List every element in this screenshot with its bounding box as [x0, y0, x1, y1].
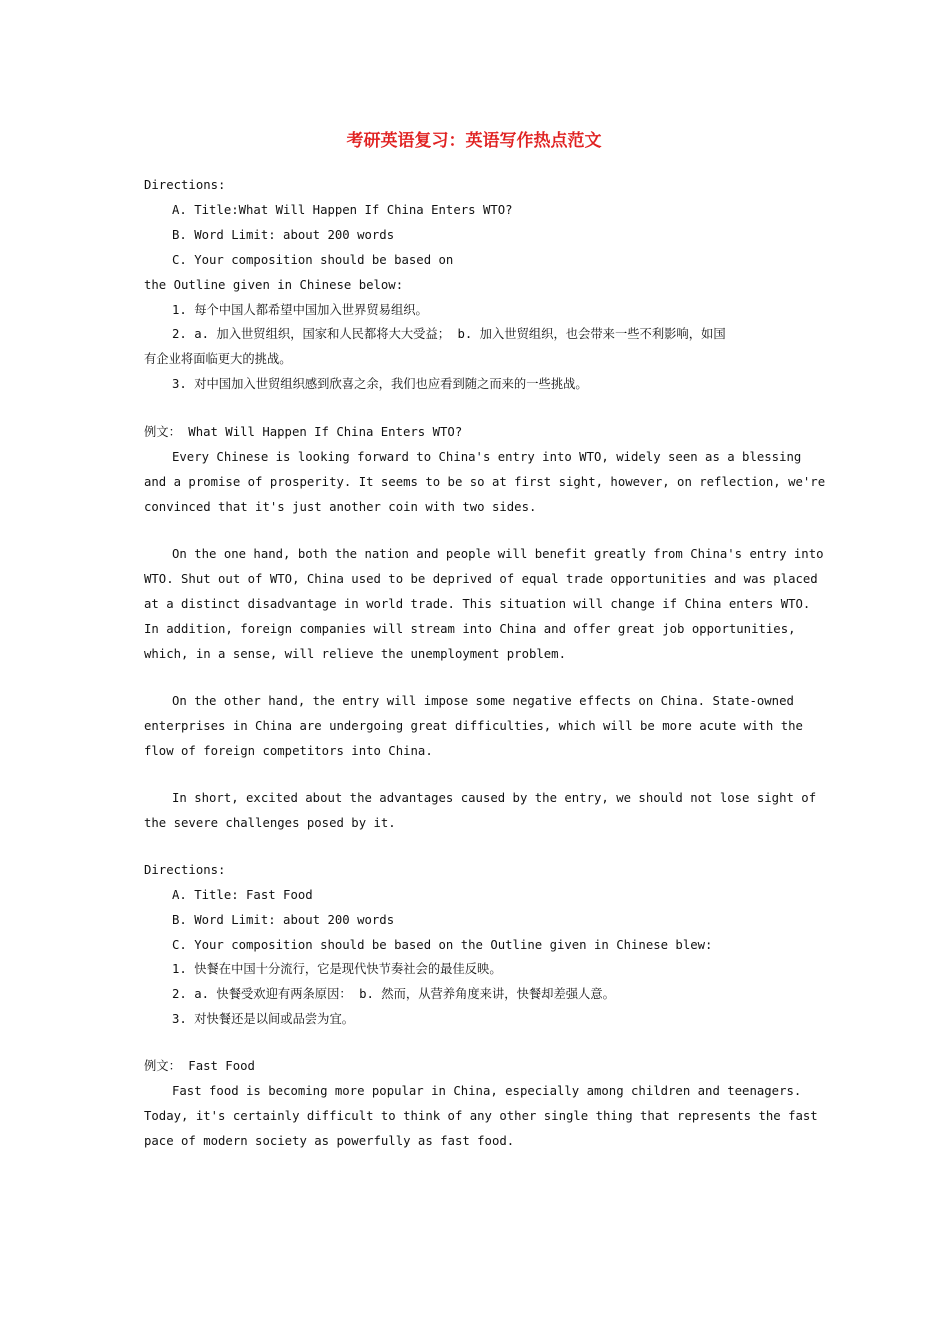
- document-title: 考研英语复习：英语写作热点范文: [346, 131, 602, 151]
- directions-label: Directions:: [144, 863, 226, 877]
- paragraph-line: at a distinct disadvantage in world trade. This situation will change if China enters WTO.: [144, 597, 811, 611]
- outline-item-2-cont: 有企业将面临更大的挑战。: [144, 352, 292, 366]
- paragraph-line: which, in a sense, will relieve the unemployment problem.: [144, 647, 566, 661]
- paragraph-line: In short, excited about the advantages caused by the entry, we should not lose sight of: [172, 791, 817, 805]
- direction-item-b: B. Word Limit: about 200 words: [172, 913, 395, 927]
- paragraph-line: Fast food is becoming more popular in China, especially among children and teenagers.: [172, 1084, 802, 1098]
- outline-item-3: 3. 对快餐还是以间或品尝为宜。: [172, 1012, 355, 1026]
- direction-item-a: A. Title:What Will Happen If China Enters WTO?: [172, 203, 513, 217]
- paragraph-line: and a promise of prosperity. It seems to be so at first sight, however, on reflection, we're: [144, 475, 826, 489]
- paragraph-line: Today, it's certainly difficult to think of any other single thing that represents the fast: [144, 1109, 818, 1123]
- paragraph-line: WTO. Shut out of WTO, China used to be deprived of equal trade opportunities and was placed: [144, 572, 818, 586]
- paragraph-line: flow of foreign competitors into China.: [144, 744, 433, 758]
- essay-heading: 例文： Fast Food: [144, 1059, 255, 1073]
- essay-heading: 例文： What Will Happen If China Enters WTO?: [144, 425, 463, 439]
- outline-item-2: 2. a. 加入世贸组织，国家和人民都将大大受益； b. 加入世贸组织，也会带来一些不利影响，如国: [172, 327, 726, 341]
- paragraph-line: In addition, foreign companies will stream into China and offer great job opportunities,: [144, 622, 796, 636]
- directions-label: Directions:: [144, 178, 226, 192]
- paragraph-line: the severe challenges posed by it.: [144, 816, 396, 830]
- direction-item-c-cont: the Outline given in Chinese below:: [144, 278, 404, 292]
- direction-item-a: A. Title: Fast Food: [172, 888, 313, 902]
- paragraph-line: enterprises in China are undergoing great difficulties, which will be more acute with the: [144, 719, 803, 733]
- paragraph-line: On the one hand, both the nation and people will benefit greatly from China's entry into: [172, 547, 824, 561]
- outline-item-2: 2. a. 快餐受欢迎有两条原因： b. 然而，从营养角度来讲，快餐却差强人意。: [172, 987, 615, 1001]
- paragraph-line: Every Chinese is looking forward to China's entry into WTO, widely seen as a blessing: [172, 450, 802, 464]
- paragraph-line: On the other hand, the entry will impose some negative effects on China. State-owned: [172, 694, 794, 708]
- outline-item-1: 1. 快餐在中国十分流行，它是现代快节奏社会的最佳反映。: [172, 962, 502, 976]
- direction-item-b: B. Word Limit: about 200 words: [172, 228, 395, 242]
- outline-item-1: 1. 每个中国人都希望中国加入世界贸易组织。: [172, 303, 428, 317]
- outline-item-3: 3. 对中国加入世贸组织感到欣喜之余，我们也应看到随之而来的一些挑战。: [172, 377, 588, 391]
- paragraph-line: convinced that it's just another coin with two sides.: [144, 500, 537, 514]
- direction-item-c: C. Your composition should be based on the Outline given in Chinese blew:: [172, 938, 713, 952]
- paragraph-line: pace of modern society as powerfully as fast food.: [144, 1134, 515, 1148]
- direction-item-c: C. Your composition should be based on: [172, 253, 454, 267]
